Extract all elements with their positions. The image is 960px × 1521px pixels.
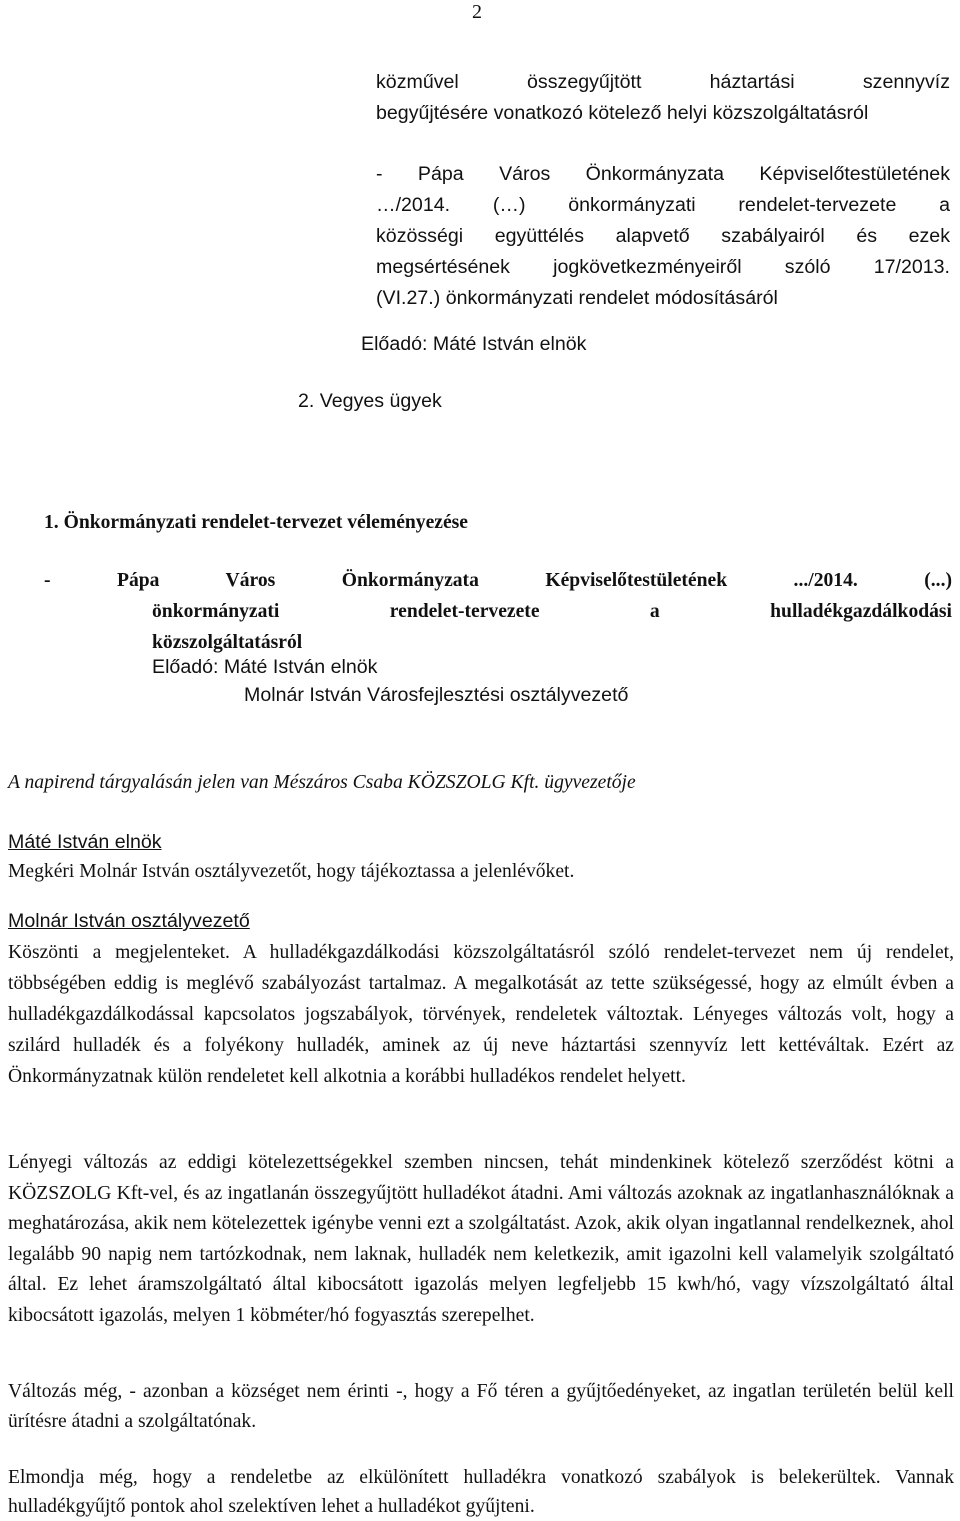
sub-item-line-4: megsértésének jogkövetkezményeiről szóló 17/2013. bbox=[376, 256, 950, 278]
sub-item-line-2: …/2014. (…) önkormányzati rendelet-tervezete a bbox=[376, 194, 950, 216]
presenter-line: Előadó: Máté István elnök bbox=[361, 333, 587, 355]
agenda-title-tail-line1: közművel összegyűjtött háztartási szennyvíz bbox=[376, 71, 950, 93]
section-1-presenter-1: Előadó: Máté István elnök bbox=[152, 656, 378, 678]
agenda-item-2: 2. Vegyes ügyek bbox=[298, 390, 442, 412]
sub-item-line-1: - Pápa Város Önkormányzata Képviselőtestületének bbox=[376, 163, 950, 185]
speaker-2-name: Molnár István osztályvezető bbox=[8, 910, 250, 932]
page-number: 2 bbox=[472, 1, 482, 23]
speaker-2-paragraph-2 bbox=[8, 1148, 954, 1332]
speaker-1-text: Megkéri Molnár István osztályvezetőt, hogy tájékoztassa a jelenlévőket. bbox=[8, 861, 575, 882]
speaker-2-paragraph-1 bbox=[8, 937, 954, 1092]
paragraph-text: Lényegi változás az eddigi kötelezettségekkel szemben nincsen, tehát mindenkinek kötelező szerződést kötni a KÖZSZOLG Kft-vel, és az ingatlanán összegyűjtött hulladékot átadni. Ami változás azoknak az ingatlanhasználóknak a meghatározása, akik nem kötelezettek igénybe venni ezt a szolgáltatást. Azok, akik olyan ingatlannal rendelkeznek, ahol legalább 90 napig nem tartózkodnak, nem laknak, hulladék nem keletkezik, amit igazolni kell valamelyik szolgáltató által. Ez lehet áramszolgáltató által kibocsátott igazolás melyen legfeljebb 15 kwh/hó, vagy vízszolgáltató által kibocsátott igazolás, melyen 1 köbméter/hó fogyasztás szerepelhet. bbox=[8, 1152, 954, 1326]
sub-item-line-5: (VI.27.) önkormányzati rendelet módosításáról bbox=[376, 287, 778, 309]
paragraph-text: Köszönti a megjelenteket. A hulladékgazdálkodási közszolgáltatásról szóló rendelet-tervezet nem új rendelet, többségében eddig is meglévő szabályozást tartalmaz. A megalkotását az tette szükségessé, hogy az elmúlt évben a hulladékgazdálkodással kapcsolatos jogszabályok, törvények, rendeletek változtak. Lényeges változás volt, hogy a szilárd hulladék és a folyékony hulladék, aminek az új neve háztartási szennyvíz lett kettéváltak. Ezért az Önkormányzatnak külön rendeletet kell alkotnia a korábbi hulladékos rendelet helyett. bbox=[8, 942, 954, 1087]
paragraph-text: Változás még, - azonban a községet nem érinti -, hogy a Fő téren a gyűjtőedényeket, az ingatlan területén belül kell ürítésre átadni a szolgáltatónak. bbox=[8, 1381, 954, 1432]
section-1-item-line-3: közszolgáltatásról bbox=[152, 632, 303, 653]
sub-item-line-3: közösségi együttélés alapvető szabályairól és ezek bbox=[376, 225, 950, 247]
section-1-heading: 1. Önkormányzati rendelet-tervezet véleményezése bbox=[44, 512, 469, 533]
section-1-item-line-1: - Pápa Város Önkormányzata Képviselőtestületének .../2014. (...) bbox=[44, 570, 952, 591]
section-1-presenter-2: Molnár István Városfejlesztési osztályvezető bbox=[244, 684, 629, 706]
section-1-item-line-2: önkormányzati rendelet-tervezete a hulladékgazdálkodási bbox=[152, 601, 952, 622]
agenda-title-tail-line2: begyűjtésére vonatkozó kötelező helyi közszolgáltatásról bbox=[376, 102, 869, 124]
speaker-2-paragraph-4 bbox=[8, 1463, 954, 1521]
attendance-note: A napirend tárgyalásán jelen van Mészáros Csaba KÖZSZOLG Kft. ügyvezetője bbox=[8, 772, 636, 793]
speaker-1-name: Máté István elnök bbox=[8, 831, 162, 853]
speaker-2-paragraph-3 bbox=[8, 1377, 954, 1437]
paragraph-text: Elmondja még, hogy a rendeletbe az elkülönített hulladékra vonatkozó szabályok is belekerültek. Vannak hulladékgyűjtő pontok ahol szelektíven lehet a hulladékot gyűjteni. bbox=[8, 1467, 954, 1517]
